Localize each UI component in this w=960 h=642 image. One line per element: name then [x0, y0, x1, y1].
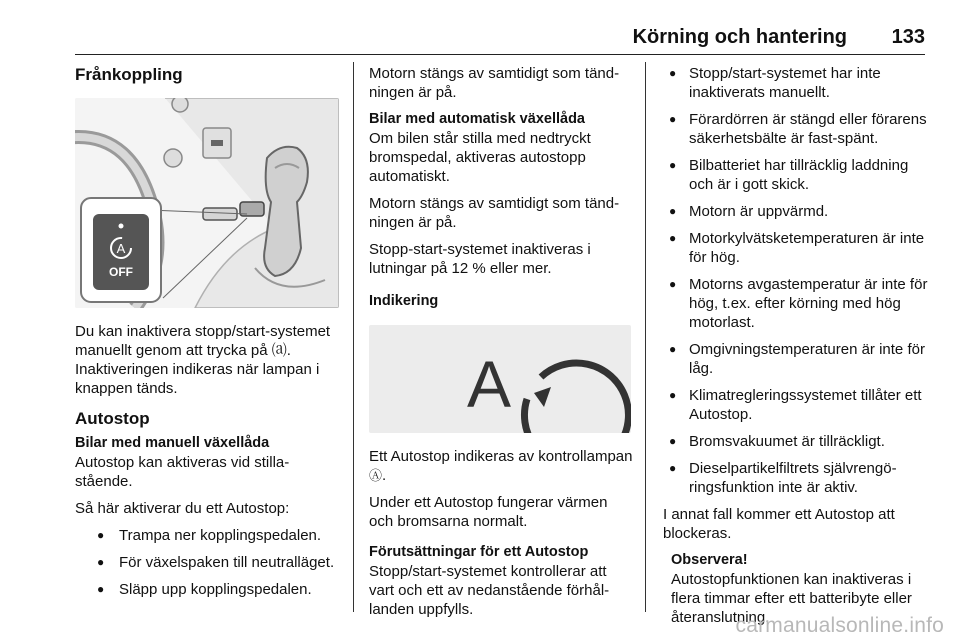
- section-heading-frankoppling: Frånkoppling: [75, 65, 183, 84]
- paragraph-deactivate: Du kan inaktivera stopp/start-systemet manuellt genom att trycka på ⒜. Inaktiveringen indikeras när lampan i knappen tänds.: [75, 323, 331, 397]
- subheading-automatic-gearbox: Bilar med automatisk växellåda: [369, 111, 585, 127]
- list-item: ● För växelspaken till neutralläget.: [75, 553, 345, 572]
- note-title: Observera!: [671, 552, 748, 568]
- column-divider-2: [645, 62, 646, 612]
- list-item: ● Bromsvakuumet är tillräckligt.: [663, 432, 928, 451]
- conditions-list: [663, 64, 928, 497]
- paragraph-incline: Stopp-start-systemet inaktiveras i lutningar på 12 % eller mer.: [369, 241, 591, 277]
- column-3: [663, 64, 928, 635]
- paragraph-automatic-autostop: Om bilen står stilla med nedtryckt bromspedal, aktiveras autostopp automatiskt.: [369, 130, 591, 185]
- svg-text:A: A: [466, 347, 512, 421]
- off-label: OFF: [109, 265, 133, 279]
- subheading-requirements: Förutsättningar för ett Autostop: [369, 544, 589, 560]
- chapter-title: Körning och hantering: [632, 26, 847, 48]
- activation-steps-list: [75, 526, 345, 599]
- paragraph-system-checks: Stopp/start-systemet kontrollerar att vart och ett av nedanstående förhål-landen uppfylls.: [369, 563, 610, 618]
- column-divider-1: [353, 62, 354, 612]
- paragraph-heating-brakes: Under ett Autostop fungerar värmen och bromsarna normalt.: [369, 494, 608, 530]
- page-header: [75, 26, 925, 54]
- column-1: [75, 64, 345, 607]
- list-item: ● Omgivningstemperaturen är inte för låg.: [663, 340, 928, 378]
- paragraph-blocked: I annat fall kommer ett Autostop att blockeras.: [663, 506, 895, 542]
- list-item: ● Trampa ner kopplingspedalen.: [75, 526, 345, 545]
- paragraph-engine-off-2: Motorn stängs av samtidigt som tänd-ningen är på.: [369, 195, 620, 231]
- svg-text:A: A: [116, 241, 126, 256]
- subheading-manual-gearbox: Bilar med manuell växellåda: [75, 435, 270, 451]
- autostop-indicator-image: [369, 325, 631, 433]
- list-item: ● Motorns avgastemperatur är inte för hög, t.ex. efter körning med hög motorlast.: [663, 275, 928, 332]
- list-item: ● Förardörren är stängd eller förarens säkerhetsbälte är fast-spänt.: [663, 110, 928, 148]
- list-item: ● Dieselpartikelfiltrets självrengö-ringsfunktion inte är aktiv.: [663, 459, 928, 497]
- note-text: Autostopfunktionen kan inaktiveras i flera timmar efter ett batteribyte eller återanslutning.: [671, 571, 912, 626]
- paragraph-how-to-activate: Så här aktiverar du ett Autostop:: [75, 500, 290, 517]
- column-2: [369, 64, 635, 627]
- list-item: ● Motorn är uppvärmd.: [663, 202, 928, 221]
- autostop-icon: Ⓐ: [369, 468, 383, 483]
- list-item: ● Klimatregleringssystemet tillåter ett Autostop.: [663, 386, 928, 424]
- page-number: 133: [891, 26, 925, 48]
- list-item: ● Släpp upp kopplingspedalen.: [75, 580, 345, 599]
- paragraph-autostop-standstill: Autostop kan aktiveras vid stilla-stående.: [75, 454, 290, 490]
- section-heading-autostop: Autostop: [75, 409, 150, 428]
- watermark: carmanualsonline.info: [735, 614, 944, 637]
- gear-shift-photo: [75, 98, 339, 308]
- paragraph-indicator-lamp: Ett Autostop indikeras av kontrollampan Ⓐ.: [369, 448, 633, 484]
- header-rule: [75, 54, 925, 55]
- list-item: ● Motorkylvätsketemperaturen är inte för hög.: [663, 229, 928, 267]
- subheading-indication: Indikering: [369, 293, 439, 309]
- paragraph-engine-off: Motorn stängs av samtidigt som tänd-ningen är på.: [369, 65, 620, 101]
- list-item: ● Bilbatteriet har tillräcklig laddning och är i gott skick.: [663, 156, 928, 194]
- list-item: ● Stopp/start-systemet har inte inaktiverats manuellt.: [663, 64, 928, 102]
